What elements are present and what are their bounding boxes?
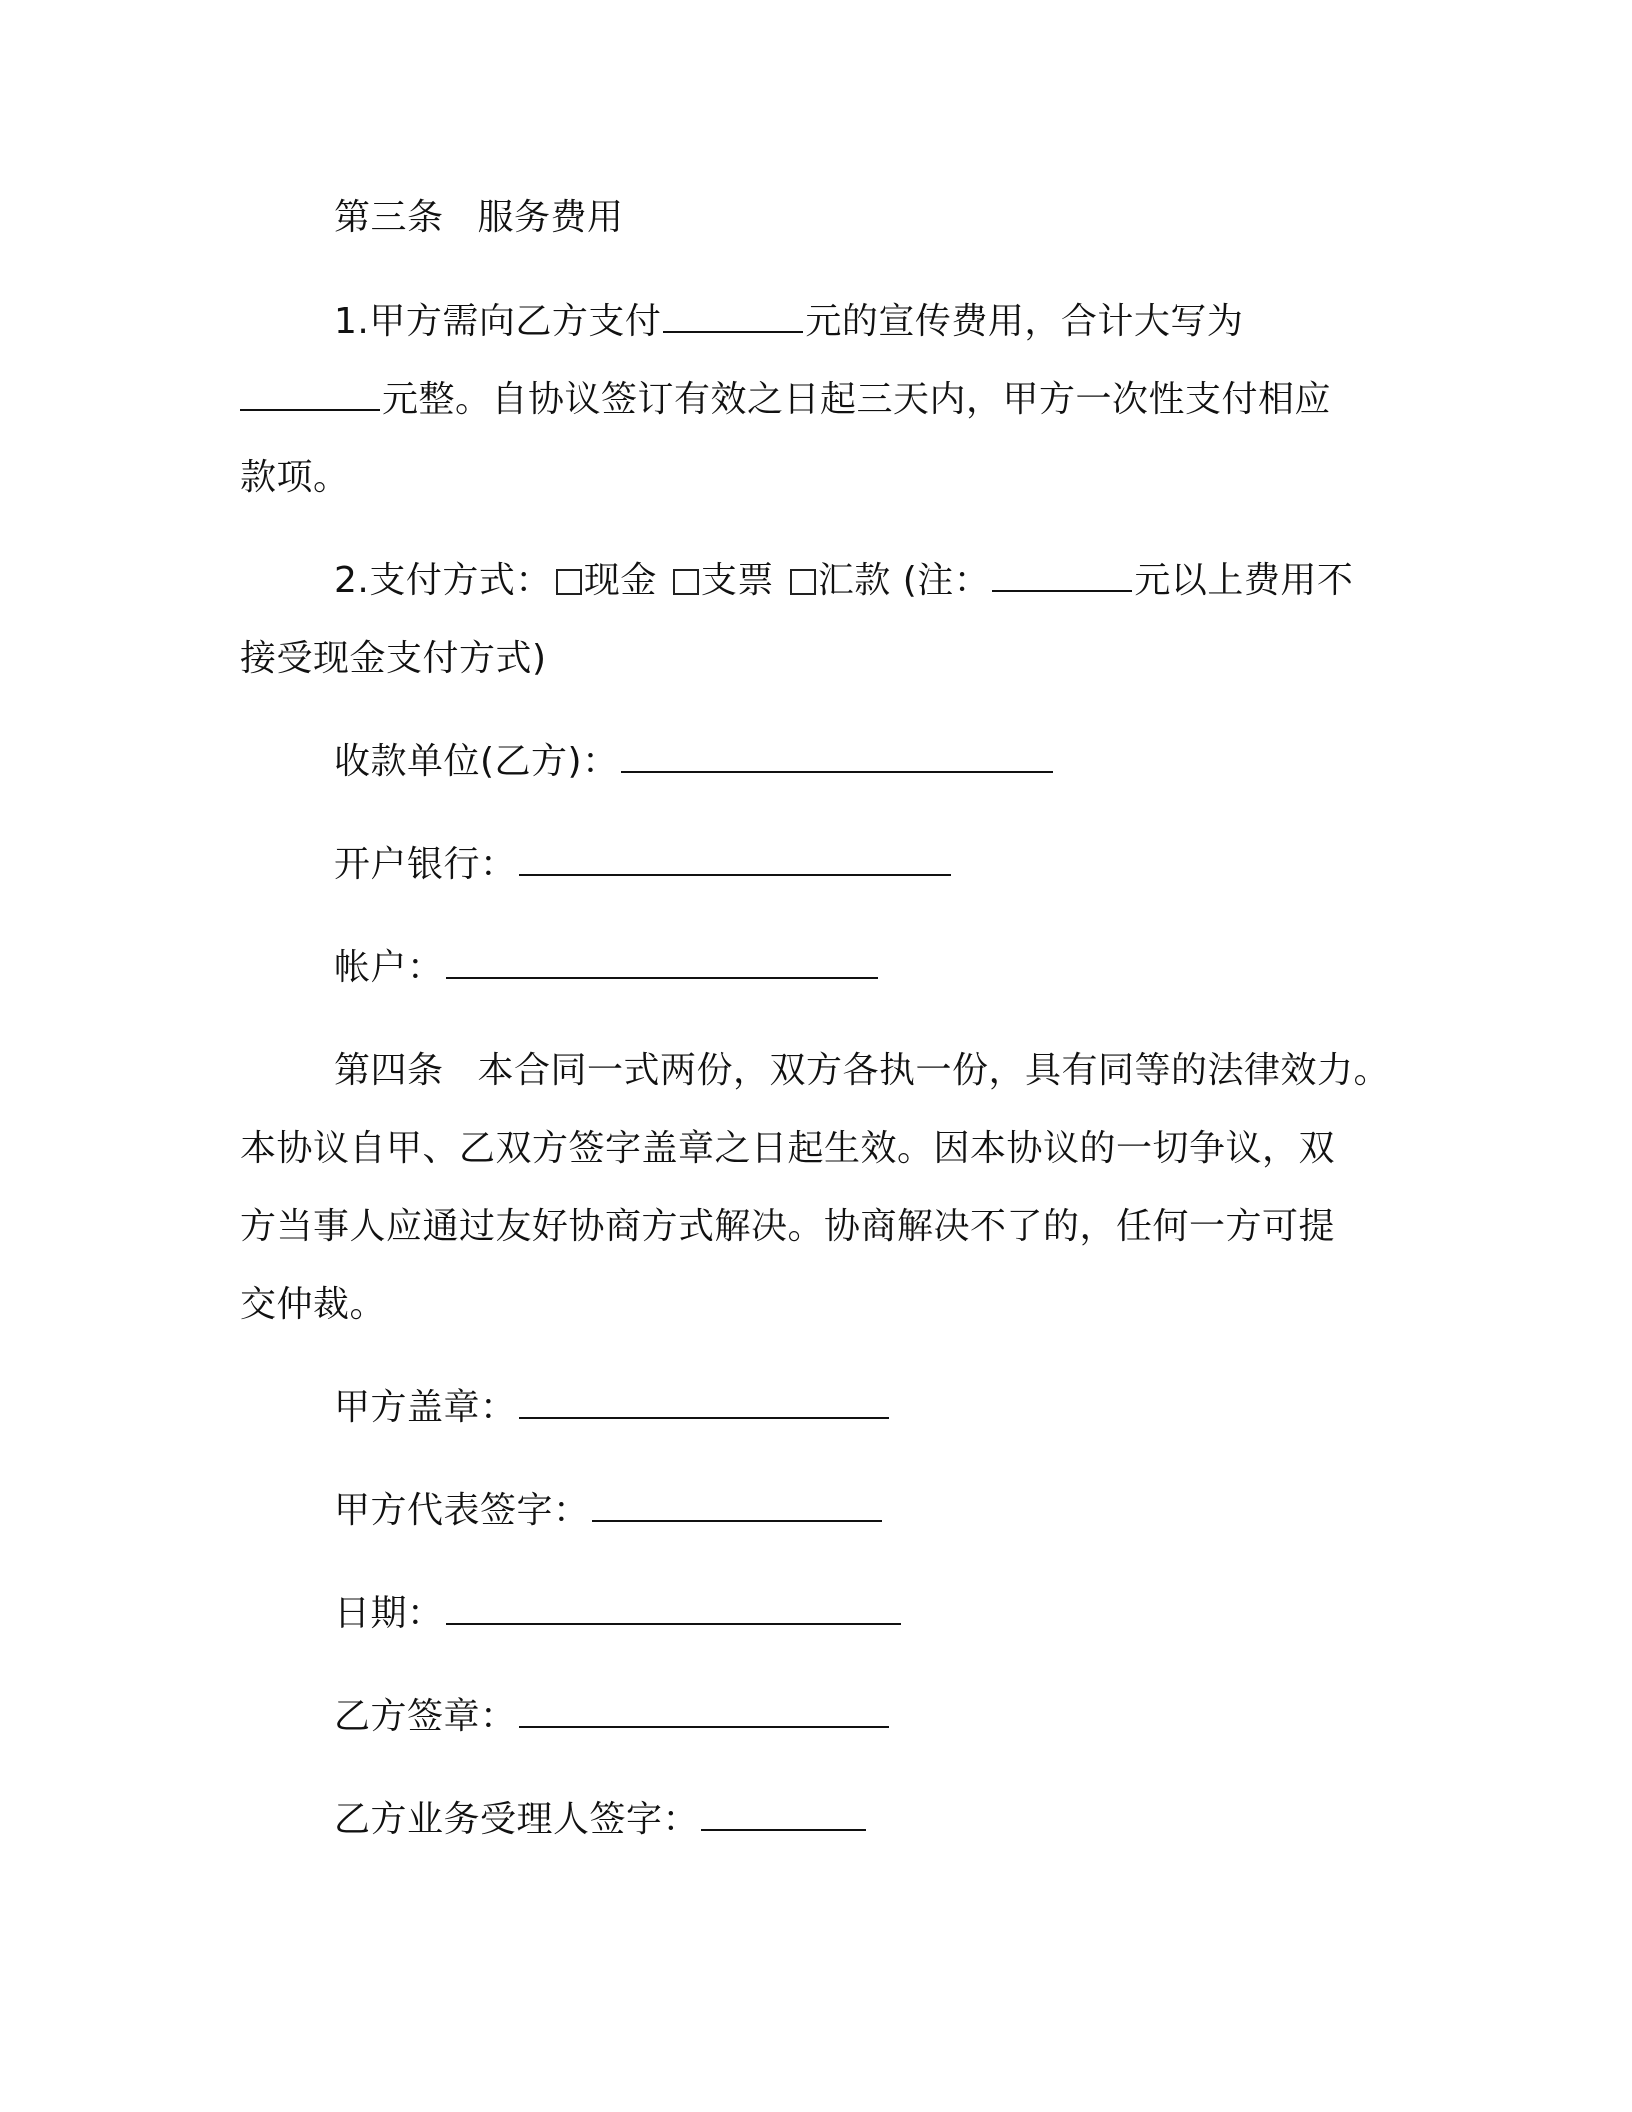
date-label: 日期： [334, 1593, 444, 1634]
check-option-label: 支票 [700, 560, 774, 601]
fee-uppercase-blank[interactable] [240, 377, 380, 411]
cash-limit-blank[interactable] [992, 558, 1132, 592]
clause1-line3 [240, 454, 350, 502]
article4-text-c: 方当事人应通过友好协商方式解决。协商解决不了的，任何一方可提 [240, 1206, 1336, 1247]
account-blank[interactable] [446, 945, 878, 979]
account-label: 帐户： [334, 947, 444, 988]
clause1-text-a: 1.甲方需向乙方支付 [334, 301, 662, 342]
clause1-text-b: 元的宣传费用，合计大写为 [805, 301, 1244, 342]
remittance-option-label: 汇款 [817, 560, 891, 601]
bank-label: 开户银行： [334, 844, 517, 885]
clause2-line2 [240, 635, 547, 683]
party-b-agent-label: 乙方业务受理人签字： [334, 1799, 700, 1840]
party-b-agent-row [334, 1796, 868, 1844]
party-a-seal-blank[interactable] [519, 1385, 889, 1419]
article4-line1 [334, 1047, 1390, 1095]
party-a-rep-row [334, 1487, 884, 1535]
party-b-seal-blank[interactable] [519, 1694, 889, 1728]
article4-line4 [240, 1281, 386, 1329]
date-row [334, 1590, 903, 1638]
party-a-rep-label: 甲方代表签字： [334, 1490, 590, 1531]
article4-text-d: 交仲裁。 [240, 1284, 387, 1325]
payee-blank[interactable] [621, 739, 1053, 773]
clause1-line2 [240, 376, 1331, 424]
note-text-c: 接受现金支付方式) [240, 638, 547, 679]
clause1-text-c: 元整。自协议签订有效之日起三天内，甲方一次性支付相应 [382, 379, 1332, 420]
party-b-agent-blank[interactable] [701, 1797, 866, 1831]
party-b-seal-label: 乙方签章： [334, 1696, 517, 1737]
party-b-seal-row [334, 1693, 891, 1741]
party-a-rep-blank[interactable] [592, 1488, 882, 1522]
cash-checkbox[interactable] [556, 569, 582, 595]
clause1-line1 [334, 298, 1243, 346]
payee-label: 收款单位(乙方)： [334, 741, 619, 782]
article4-number: 第四条 [334, 1050, 444, 1091]
remittance-checkbox[interactable] [790, 569, 816, 595]
article4-line2 [240, 1125, 1335, 1173]
article3-heading [334, 194, 624, 242]
cash-option-label: 现金 [583, 560, 657, 601]
check-checkbox[interactable] [673, 569, 699, 595]
date-blank[interactable] [446, 1591, 901, 1625]
payee-row [334, 738, 1055, 786]
article4-text-a: 本合同一式两份，双方各执一份，具有同等的法律效力。 [477, 1050, 1391, 1091]
note-text-b: 元以上费用不 [1134, 560, 1354, 601]
note-text-a: (注： [902, 560, 991, 601]
party-a-seal-label: 甲方盖章： [334, 1387, 517, 1428]
bank-row [334, 841, 953, 889]
account-row [334, 944, 880, 992]
payment-method-label: 2.支付方式： [334, 560, 552, 601]
article4-line3 [240, 1203, 1335, 1251]
clause1-text-d: 款项。 [240, 457, 350, 498]
article4-text-b: 本协议自甲、乙双方签字盖章之日起生效。因本协议的一切争议，双 [240, 1128, 1336, 1169]
clause2-line1 [334, 557, 1353, 605]
bank-blank[interactable] [519, 842, 951, 876]
party-a-seal-row [334, 1384, 891, 1432]
fee-amount-blank[interactable] [663, 299, 803, 333]
article3-number: 第三条 [334, 197, 444, 238]
article3-title: 服务费用 [477, 197, 624, 238]
